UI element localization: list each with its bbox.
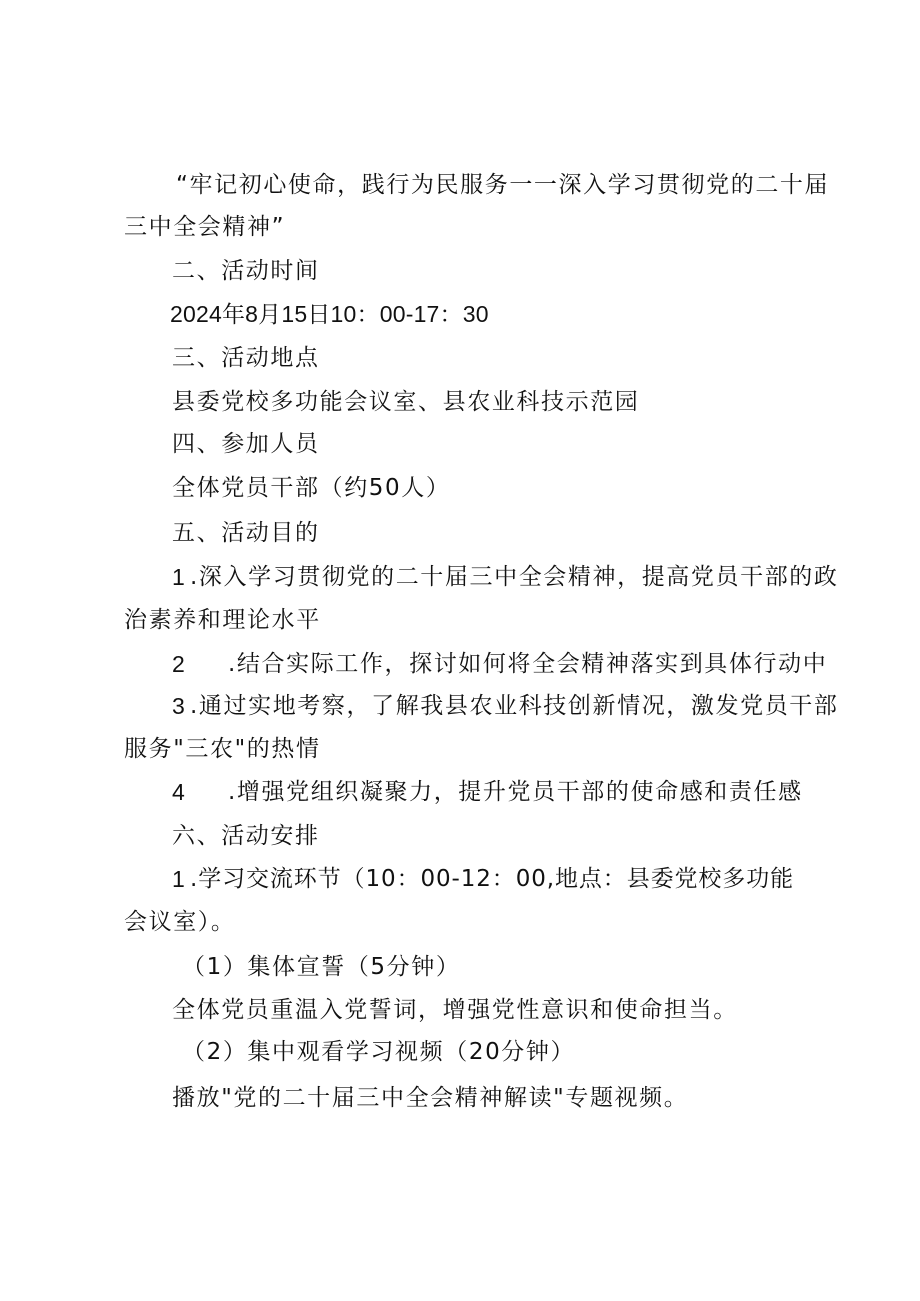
purpose-item-2: 2 .结合实际工作，探讨如何将全会精神落实到具体行动中 [172, 651, 828, 677]
theme-line-2: 三中全会精神” [124, 214, 286, 240]
purpose-item-3-cont: 服务"三农"的热情 [124, 736, 321, 762]
schedule-item-1: 1 .学习交流环节（10：00-12：00,地点：县委党校多功能 [172, 866, 794, 892]
section-heading-purpose: 五、活动目的 [172, 520, 320, 546]
purpose-item-4: 4 .增强党组织凝聚力，提升党员干部的使命感和责任感 [172, 779, 803, 805]
sub-item-2-text: 播放"党的二十届三中全会精神解读"专题视频。 [172, 1085, 689, 1111]
purpose-item-1-cont: 治素养和理论水平 [124, 607, 321, 633]
sub-item-2-title: （2）集中观看学习视频（20分钟） [182, 1039, 576, 1065]
purpose-item-3: 3 .通过实地考察，了解我县农业科技创新情况，激发党员干部 [172, 693, 839, 719]
activity-people-value: 全体党员干部（约50人） [172, 475, 451, 501]
purpose-item-1: 1 .深入学习贯彻党的二十届三中全会精神，提高党员干部的政 [172, 564, 839, 590]
section-heading-people: 四、参加人员 [172, 431, 320, 457]
sub-item-1-title: （1）集体宣誓（5分钟） [182, 954, 461, 980]
section-heading-schedule: 六、活动安排 [172, 823, 320, 849]
section-heading-place: 三、活动地点 [172, 345, 320, 371]
schedule-item-1-cont: 会议室）。 [124, 909, 236, 935]
activity-place-value: 县委党校多功能会议室、县农业科技示范园 [172, 389, 640, 415]
activity-time-value: 2024年8月15日10：00-17：30 [170, 301, 489, 327]
section-heading-time: 二、活动时间 [172, 258, 320, 284]
sub-item-1-text: 全体党员重温入党誓词，增强党性意识和使命担当。 [172, 997, 738, 1023]
theme-line-1: “牢记初心使命，践行为民服务一一深入学习贯彻党的二十届 [176, 172, 830, 198]
